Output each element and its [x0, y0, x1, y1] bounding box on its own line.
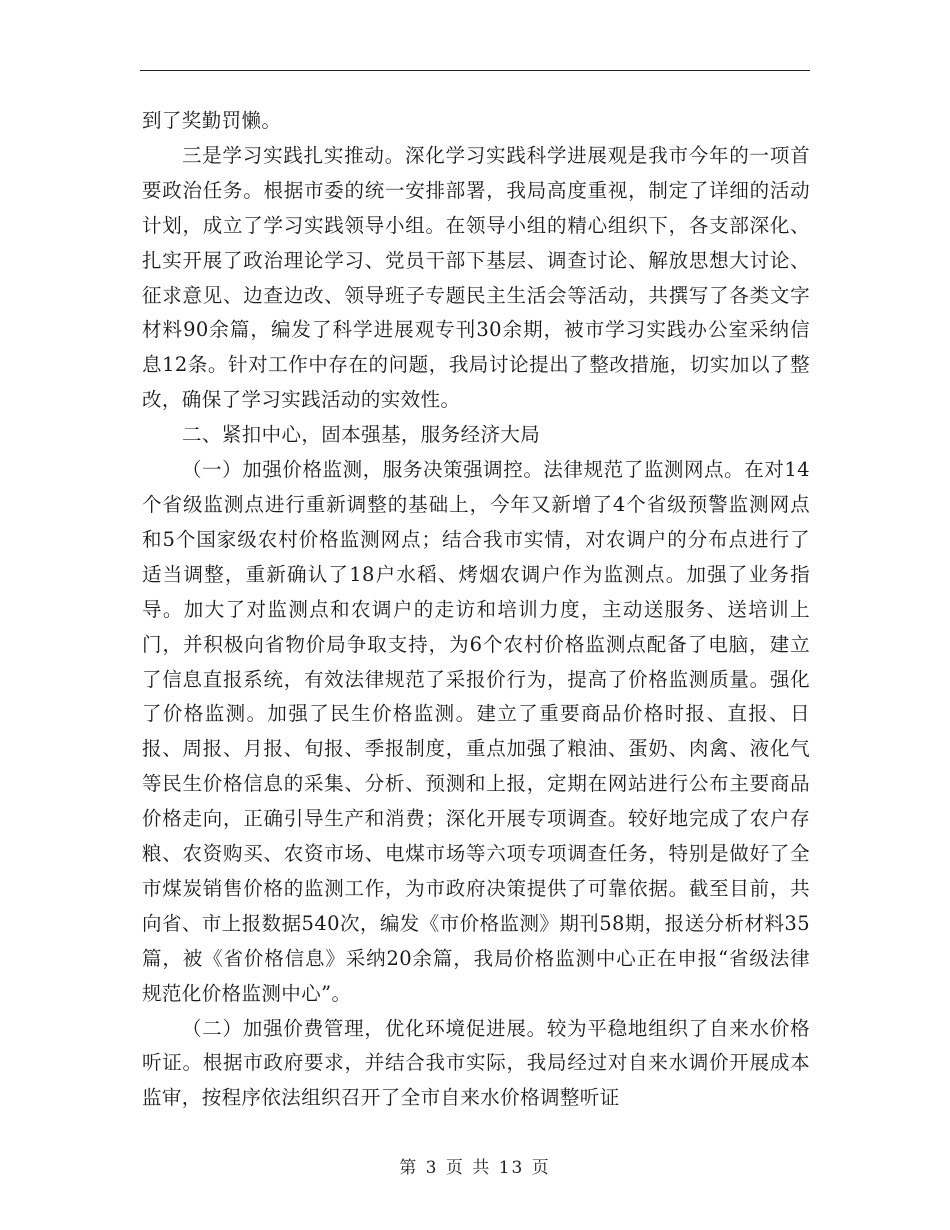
paragraph-price-monitoring: （一）加强价格监测，服务决策强调控。法律规范了监测网点。在对14个省级监测点进行重新调整的基础上，今年又新增了4个省级预警监测网点和5个国家级农村价格监测网点；结合我市实情，对农调户的分布点进行了适当调整，重新确认了18户水稻、烤烟农调户作为监测点。加强了业务指导。加大了对监测点和农调户的走访和培训力度，主动送服务、送培训上门，并积极向省物价局争取支持，为6个农村价格监测点配备了电脑，建立了信息直报系统，有效法律规范了采报价行为，提高了价格监测质量。强化了价格监测。加强了民生价格监测。建立了重要商品价格时报、直报、日报、周报、月报、旬报、季报制度，重点加强了粮油、蛋奶、肉禽、液化气等民生价格信息的采集、分析、预测和上报，定期在网站进行公布主要商品价格走向，正确引导生产和消费；深化开展专项调查。较好地完成了农户存粮、农资购买、农资市场、电煤市场等六项专项调查任务，特别是做好了全市煤炭销售价格的监测工作，为市政府决策提供了可靠依据。截至目前，共向省、市上报数据540次，编发《市价格监测》期刊58期，报送分析材料35篇，被《省价格信息》采纳20余篇，我局价格监测中心正在申报“省级法律规范化价格监测中心”。	[142, 458, 810, 1005]
header-rule	[140, 70, 810, 71]
paragraph-price-management: （二）加强价费管理，优化环境促进展。较为平稳地组织了自来水价格听证。根据市政府要求，并结合我市实际，我局经过对自来水调价开展成本监审，按程序依法组织召开了全市自来水价格调整听证	[142, 1016, 810, 1110]
document-body	[142, 104, 810, 1116]
page-number-footer: 第 3 页 共 13 页	[399, 1158, 551, 1178]
paragraph-continuation: 到了奖勤罚懒。	[142, 109, 282, 132]
section-heading-2: 二、紧扣中心，固本强基，服务经济大局	[182, 423, 541, 447]
paragraph-study-practice: 三是学习实践扎实推动。深化学习实践科学进展观是我市今年的一项首要政治任务。根据市委的统一安排部署，我局高度重视，制定了详细的活动计划，成立了学习实践领导小组。在领导小组的精心组织下，各支部深化、扎实开展了政治理论学习、党员干部下基层、调查讨论、解放思想大讨论、征求意见、边查边改、领导班子专题民主生活会等活动，共撰写了各类文字材料90余篇，编发了科学进展观专刊30余期，被市学习实践办公室采纳信息12条。针对工作中存在的问题，我局讨论提出了整改措施，切实加以了整改，确保了学习实践活动的实效性。	[142, 143, 810, 412]
